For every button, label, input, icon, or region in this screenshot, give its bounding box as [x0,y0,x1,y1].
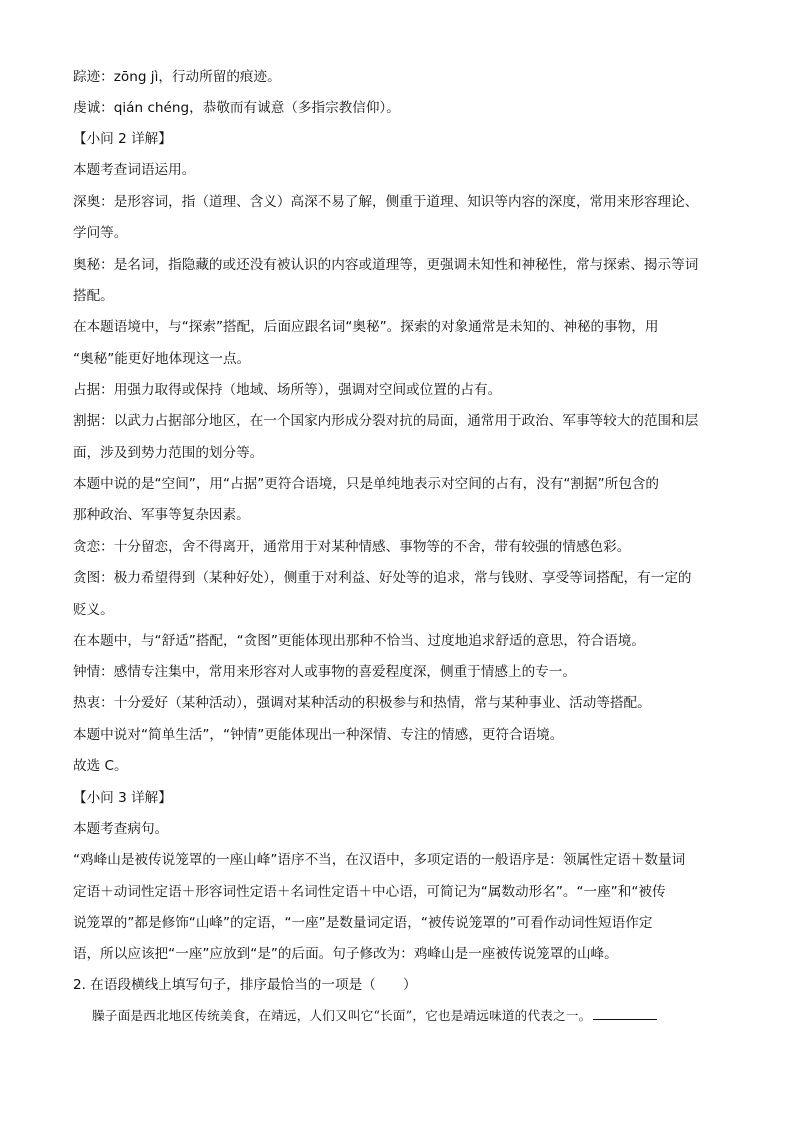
text-line: 占据：用强力取得或保持（地域、场所等），强调对空间或位置的占有。 [73,382,502,398]
text-line: 奥秘：是名词，指隐藏的或还没有被认识的内容或道理等，更强调未知性和神秘性，常与探索、揭示等词 [73,257,699,273]
passage-text: 臊子面是西北地区传统美食，在靖远，人们又叫它“长面”，它也是靖远味道的代表之一。 [92,1008,592,1023]
text-line: 本题考查病句。 [73,821,169,837]
section-heading: 【小问 3 详解】 [73,790,172,806]
text-line: 贬义。 [73,602,114,618]
text-line: 贪图：极力希望得到（某种好处），侧重于对利益、好处等的追求，常与钱财、享受等词搭配，有一定的 [73,570,692,586]
text-line: 深奥：是形容词，指（道理、含义）高深不易了解，侧重于道理、知识等内容的深度，常用来形容理论、 [73,194,699,210]
question-passage [92,1005,722,1026]
text-line: 割据：以武力占据部分地区，在一个国家内形成分裂对抗的局面，通常用于政治、军事等较大的范围和层 [73,413,699,429]
fill-blank-line [593,1005,657,1020]
text-line: 搭配。 [73,288,114,304]
text-line: 钟情：感情专注集中，常用来形容对人或事物的喜爱程度深，侧重于情感上的专一。 [73,664,576,680]
text-line: 本题考查词语运用。 [73,162,196,178]
text-line: “鸡峰山是被传说笼罩的一座山峰”语序不当，在汉语中，多项定语的一般语序是：领属性定语＋数量词 [73,852,686,868]
section-heading: 【小问 2 详解】 [73,131,172,147]
text-line: 定语＋动词性定语＋形容词性定语＋名词性定语＋中心语，可简记为“属数动形名”。“一座”和“被传 [73,884,666,900]
text-line: 在本题中，与“舒适”搭配，“贪图”更能体现出那种不恰当、过度地追求舒适的意思，符合语境。 [73,633,645,649]
text-line: “奥秘”能更好地体现这一点。 [73,351,251,367]
text-line: 那种政治、军事等复杂因素。 [73,507,250,523]
text-line: 学问等。 [73,225,128,241]
text-line: 热衷：十分爱好（某种活动），强调对某种活动的积极参与和热情，常与某种事业、活动等搭配。 [73,695,651,711]
text-line: 故选 C。 [73,758,128,774]
question-stem: 2. 在语段横线上填写句子，排序最恰当的一项是（ ） [73,977,417,993]
text-line: 说笼罩的”都是修饰“山峰”的定语，“一座”是数量词定语，“被传说笼罩的”可看作动词性短语作定 [73,915,653,931]
text-line: 在本题语境中，与“探索”搭配，后面应跟名词“奥秘”。探索的对象通常是未知的、神秘的事物，用 [73,319,659,335]
text-line: 面，涉及到势力范围的划分等。 [73,445,264,461]
text-line: 踪迹：zōng jì，行动所留的痕迹。 [73,69,281,85]
text-line: 本题中说的是“空间”，用“占据”更符合语境，只是单纯地表示对空间的占有，没有“割据”所包含的 [73,476,660,492]
text-line: 语，所以应该把“一座”应放到“是”的后面。句子修改为：鸡峰山是一座被传说笼罩的山峰。 [73,946,618,962]
text-line: 虔诚：qián chéng，恭敬而有诚意（多指宗教信仰）。 [73,100,400,116]
text-line: 贪恋：十分留恋，舍不得离开，通常用于对某种情感、事物等的不舍，带有较强的情感色彩。 [73,539,631,555]
text-line: 本题中说对“简单生活”，“钟情”更能体现出一种深情、专注的情感，更符合语境。 [73,727,564,743]
